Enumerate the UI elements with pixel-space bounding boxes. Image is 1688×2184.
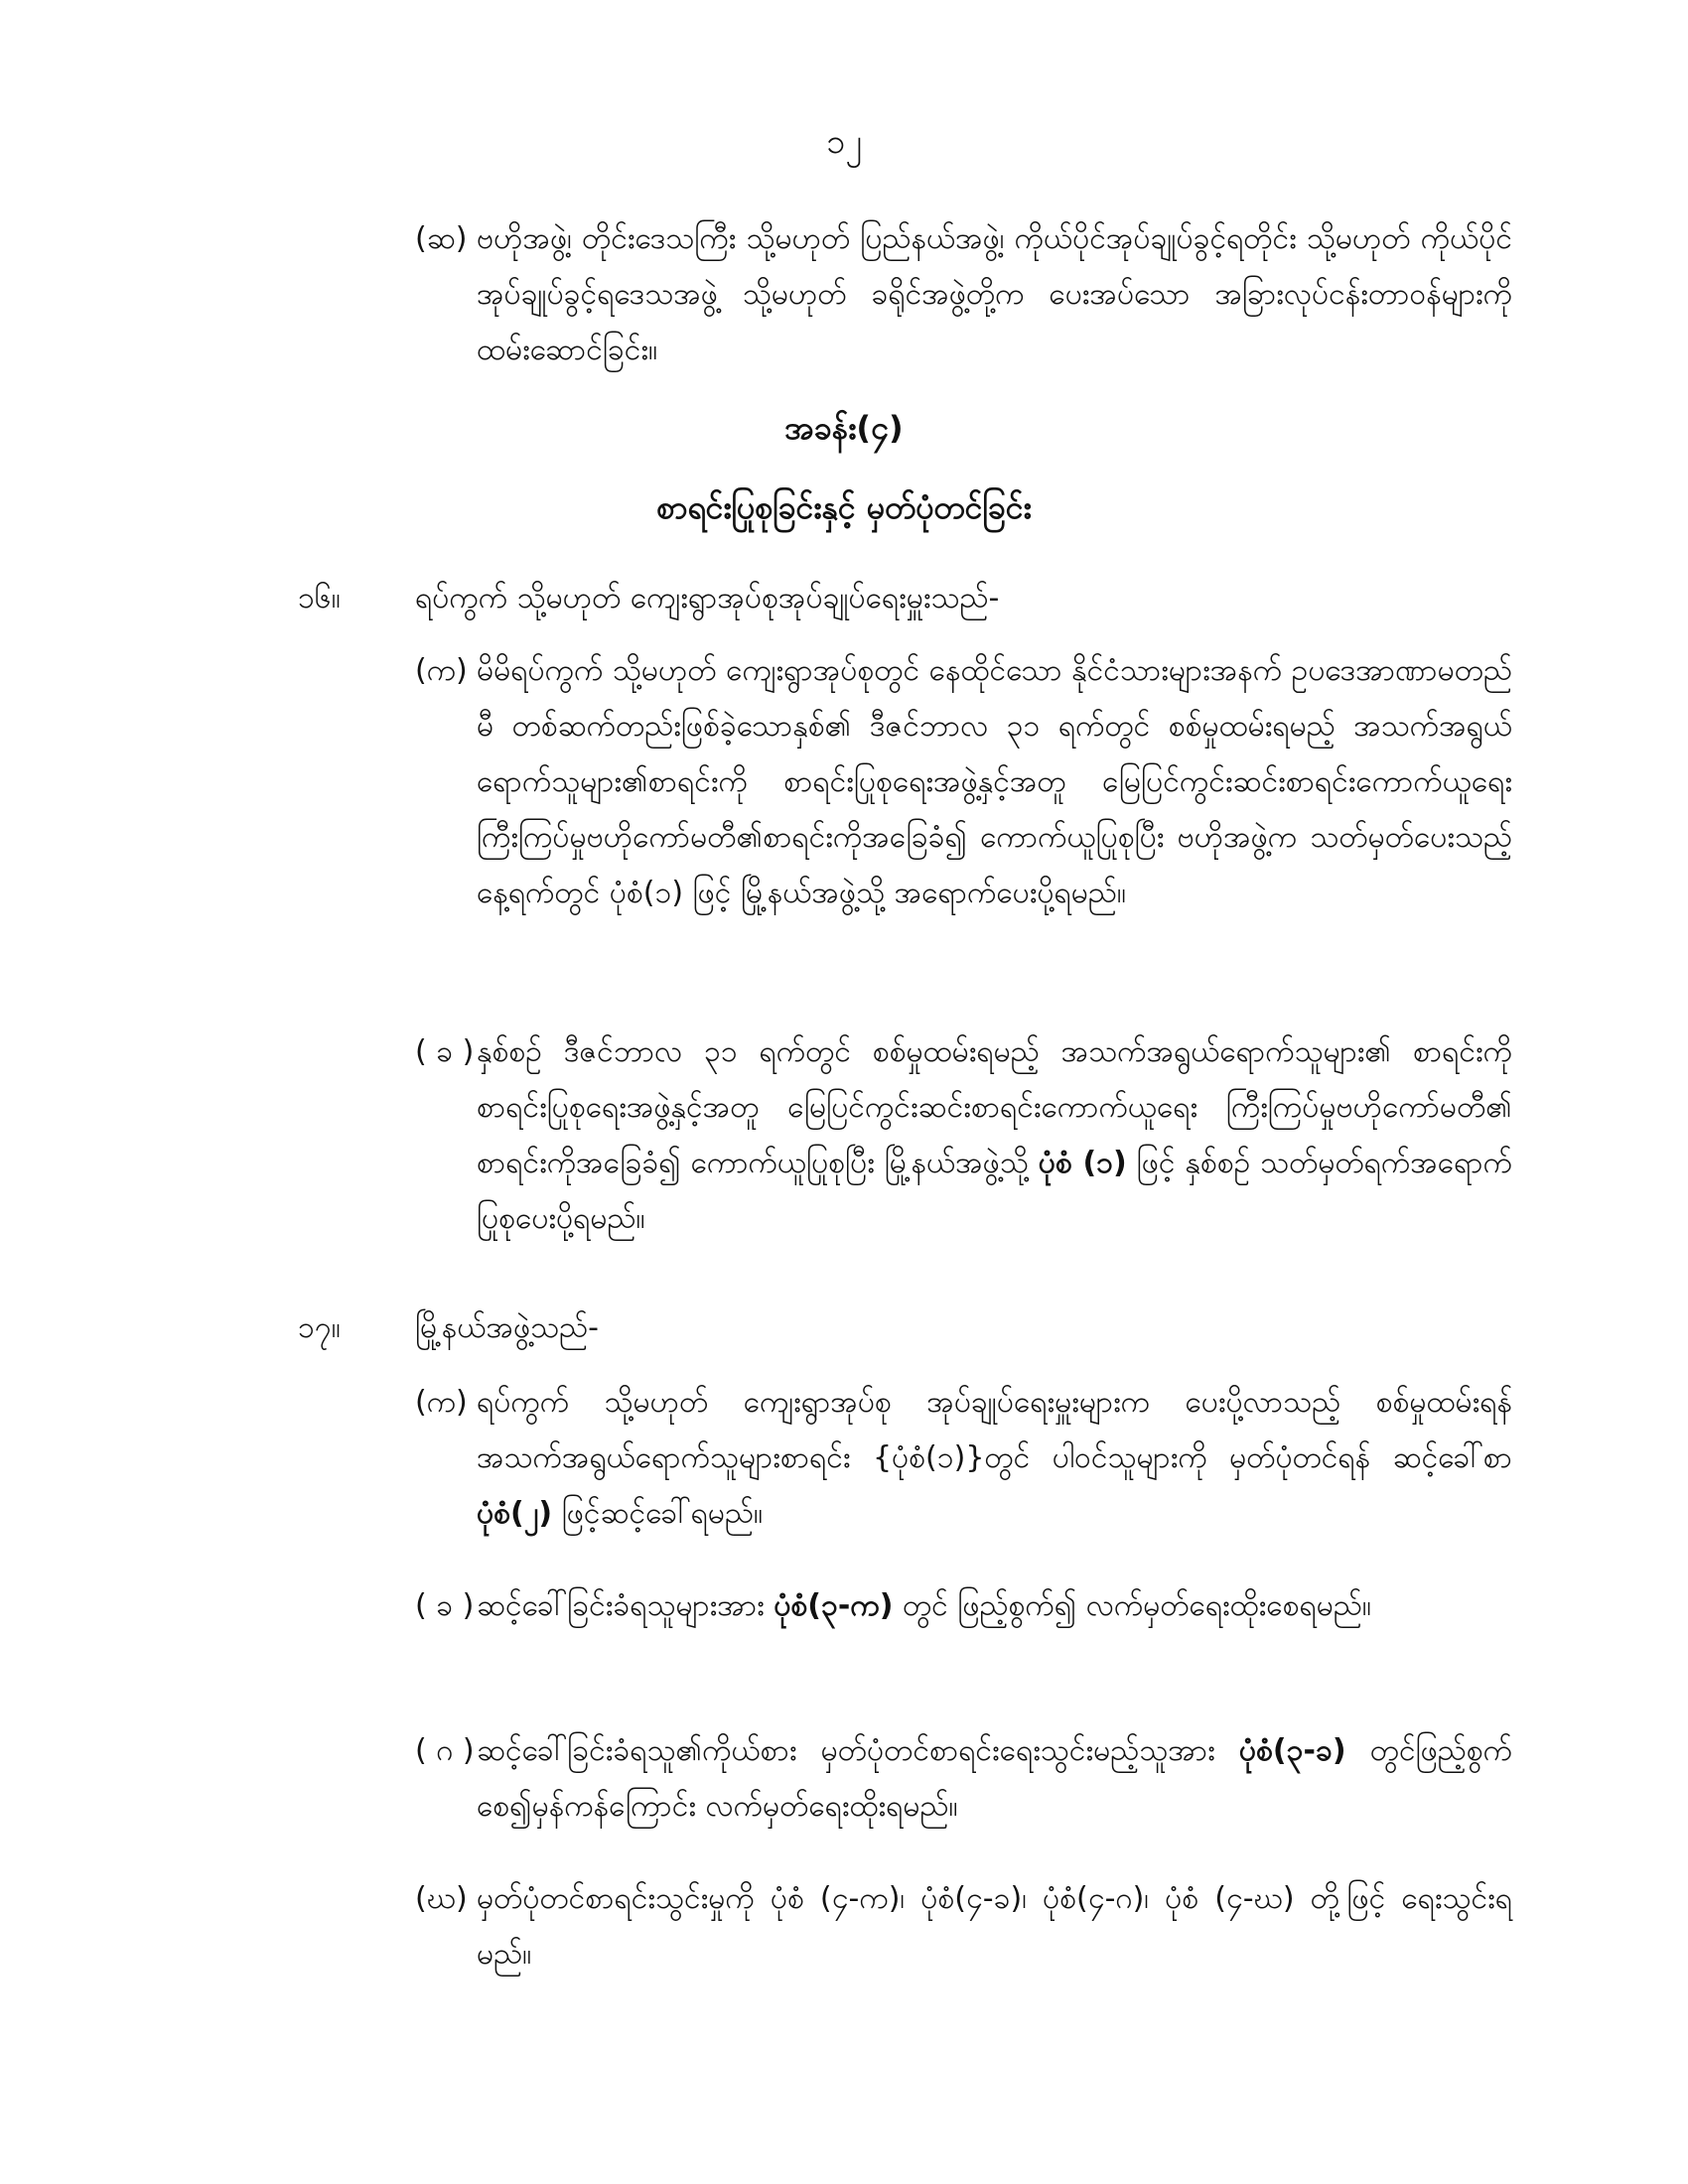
item-text: မိမိရပ်ကွက် သို့မဟုတ် ကျေးရွာအုပ်စုတွင် နေထိုင်သော နိုင်ငံသားများအနက် ဥပဒေအာဏာမတည်မီ တစ်ဆက်တည်းဖြစ်ခဲ့သောနှစ်၏ ဒီဇင်ဘာလ ၃၁ ရက်တွင် စစ်မှုထမ်းရမည့် အသက်အရွယ်ရောက်သူများ၏စာရင်းကို စာရင်းပြုစုရေးအဖွဲ့နှင့်အတူ မြေပြင်ကွင်းဆင်းစာရင်းကောက်ယူရေး ကြီးကြပ်မှုဗဟိုကော်မတီ၏စာရင်းကိုအခြေခံ၍ ကောက်ယူပြုစုပြီး ဗဟိုအဖွဲ့က သတ်မှတ်ပေးသည့်နေ့ရက်တွင် ပုံစံ(၁) ဖြင့် မြို့နယ်အဖွဲ့သို့ အရောက်ပေးပို့ရမည်။: [477, 653, 1512, 910]
item-text-part: နှစ်စဉ် ဒီဇင်ဘာလ ၃၁ ရက်တွင် စစ်မှုထမ်းရမည့် အသက်အရွယ်ရောက်သူများ၏ စာရင်းကို စာရင်းပြုစုရေးအဖွဲ့နှင့်အတူ မြေပြင်ကွင်းဆင်းစာရင်းကောက်ယူရေး ကြီးကြပ်မှုဗဟိုကော်မတီ၏ စာရင်းကိုအခြေခံ၍ ကောက်ယူပြုစုပြီး မြို့နယ်အဖွဲ့သို့: [477, 1034, 1512, 1180]
item-text-part: ဆင့်ခေါ်ခြင်းခံရသူ၏ကိုယ်စား မှတ်ပုံတင်စာရင်းရေးသွင်းမည့်သူအား: [477, 1733, 1239, 1768]
item-marker: ( ဂ ): [415, 1733, 475, 1768]
section-16: [298, 571, 1512, 626]
section-text: ရပ်ကွက် သို့မဟုတ် ကျေးရွာအုပ်စုအုပ်ချုပ်ရေးမှူးသည်-: [415, 581, 1000, 615]
item-text: [477, 1375, 1512, 1542]
item-marker: ( ခ ): [415, 1588, 475, 1623]
item-text-part: တွင် ဖြည့်စွက်၍ လက်မှတ်ရေးထိုးစေရမည်။: [893, 1588, 1371, 1623]
chapter-number: အခန်း(၄): [784, 409, 904, 447]
item-text: ဗဟိုအဖွဲ့၊ တိုင်းဒေသကြီး သို့မဟုတ် ပြည်နယ်အဖွဲ့၊ ကိုယ်ပိုင်အုပ်ချုပ်ခွင့်ရတိုင်း သို့မဟုတ် ကိုယ်ပိုင်အုပ်ချုပ်ခွင့်ရဒေသအဖွဲ့ သို့မဟုတ် ခရိုင်အဖွဲ့တို့က ပေးအပ်သော အခြားလုပ်ငန်းတာဝန်များကို ထမ်းဆောင်ခြင်း။: [477, 221, 1512, 367]
form-reference: ပုံစံ(၃-က): [774, 1588, 894, 1623]
section-number: ၁၇။: [298, 1310, 341, 1345]
item-text: မှတ်ပုံတင်စာရင်းသွင်းမှုကို ပုံစံ (၄-က)၊ ပုံစံ(၄-ခ)၊ ပုံစံ(၄-ဂ)၊ ပုံစံ (၄-ဃ) တို့ဖြင့် ရေးသွင်းရမည်။: [477, 1881, 1512, 1972]
section-17: [298, 1300, 1512, 1356]
list-item: [415, 643, 1512, 921]
list-item: [415, 211, 1512, 378]
item-text-part: ဖြင့် နှစ်စဉ် သတ်မှတ်ရက်အရောက် ပြုစုပေးပို့ရမည်။: [477, 1146, 1513, 1236]
item-text: [477, 1578, 1512, 1634]
page-number: ၁၂: [826, 122, 862, 162]
form-reference: ပုံစံ(၂): [477, 1496, 553, 1531]
item-text: [477, 1723, 1512, 1835]
item-text-part: ရပ်ကွက် သို့မဟုတ် ကျေးရွာအုပ်စု အုပ်ချုပ်ရေးမှူးများက ပေးပို့လာသည့် စစ်မှုထမ်းရန် အသက်အရွယ်ရောက်သူများစာရင်း {ပုံစံ(၁)}တွင် ပါဝင်သူများကို မှတ်ပုံတင်ရန် ဆင့်ခေါ်စာ: [477, 1385, 1512, 1475]
list-item: [415, 1024, 1512, 1247]
item-text-part: ဆင့်ခေါ်ခြင်းခံရသူများအား: [477, 1588, 774, 1623]
form-reference: ပုံစံ(၃-ခ): [1238, 1733, 1346, 1768]
chapter-title: စာရင်းပြုစုခြင်းနှင့် မှတ်ပုံတင်ခြင်း: [656, 488, 1032, 526]
item-marker: (က): [415, 1385, 468, 1420]
item-marker: (က): [415, 653, 468, 688]
item-text-part: ဖြင့်ဆင့်ခေါ်ရမည်။: [552, 1496, 764, 1531]
list-item: [415, 1723, 1512, 1835]
item-marker: ( ခ ): [415, 1034, 475, 1069]
item-marker: (ဃ): [415, 1881, 468, 1916]
section-text: မြို့နယ်အဖွဲ့သည်-: [415, 1310, 599, 1345]
list-item: [415, 1375, 1512, 1542]
item-marker: (ဆ): [415, 221, 468, 256]
item-text: [477, 1024, 1512, 1247]
list-item: [415, 1871, 1512, 1982]
section-number: ၁၆။: [298, 581, 341, 615]
form-reference: ပုံစံ (၁): [1038, 1146, 1127, 1180]
item-text-part: တွင်ဖြည့်စွက်စေ၍မှန်ကန်ကြောင်း လက်မှတ်ရေးထိုးရမည်။: [477, 1733, 1512, 1824]
list-item: [415, 1578, 1512, 1634]
